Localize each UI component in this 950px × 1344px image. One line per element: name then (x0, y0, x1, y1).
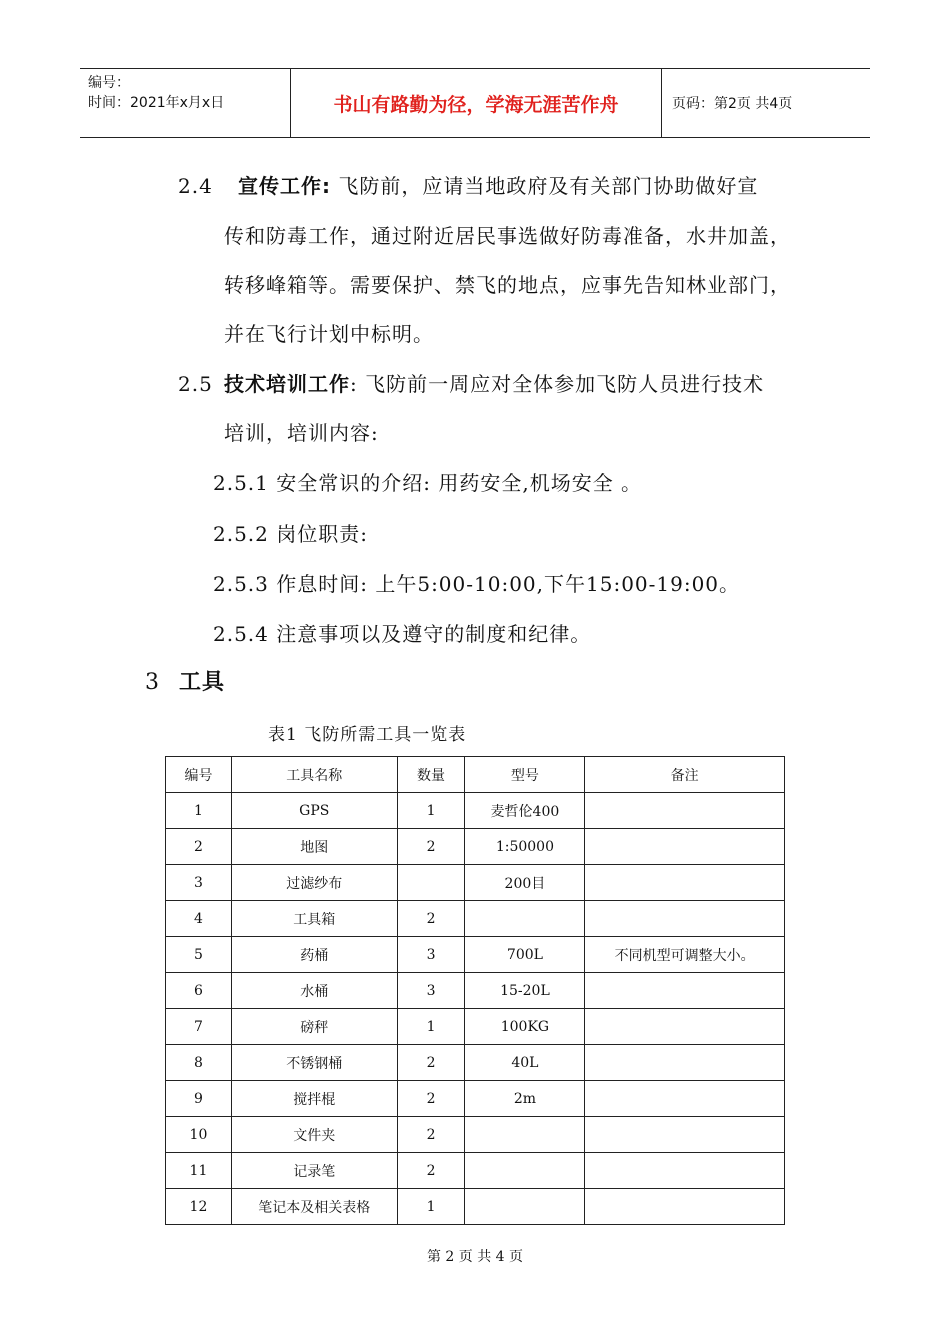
table-cell: 过滤纱布 (231, 865, 397, 901)
section-2-5-4: 2.5.4 注意事项以及遵守的制度和纪律。 (213, 622, 592, 646)
table-row (166, 829, 785, 865)
table-cell: 记录笔 (231, 1153, 397, 1189)
table-cell: 文件夹 (231, 1117, 397, 1153)
table-row (166, 1081, 785, 1117)
section-2-4-text1: 飞防前，应请当地政府及有关部门协助做好宣 (338, 174, 759, 198)
table-cell (585, 901, 785, 937)
table-cell: 2 (397, 901, 465, 937)
table-row (166, 1117, 785, 1153)
table-cell (465, 1153, 585, 1189)
section-2-4-line2: 传和防毒工作，通过附近居民事选做好防毒准备，水井加盖， (224, 224, 791, 248)
table-cell: 4 (166, 901, 232, 937)
section-2-5-text1: : 飞防前一周应对全体参加飞防人员进行技术 (350, 372, 765, 396)
section-2-4-line1 (178, 174, 758, 198)
section-2-5-num: 2.5 (178, 372, 213, 396)
header-meta (80, 69, 291, 137)
table-cell (585, 1117, 785, 1153)
page-footer: 第 2 页 共 4 页 (426, 1249, 524, 1265)
table-cell: 2 (397, 1081, 465, 1117)
header-time: 时间：2021年x月x日 (88, 95, 225, 111)
table-row (166, 937, 785, 973)
section-3-num: 3 (145, 670, 160, 695)
table-cell: GPS (231, 793, 397, 829)
table-cell: 40L (465, 1045, 585, 1081)
table-cell: 2 (397, 1045, 465, 1081)
table-cell: 10 (166, 1117, 232, 1153)
table-cell: 2m (465, 1081, 585, 1117)
table-cell: 不锈钢桶 (231, 1045, 397, 1081)
header-page-info: 页码：第2页 共4页 (672, 96, 793, 112)
table-cell: 1 (397, 1189, 465, 1225)
table-cell: 100KG (465, 1009, 585, 1045)
table-cell (465, 1189, 585, 1225)
section-2-5-1: 2.5.1 安全常识的介绍: 用药安全,机场安全 。 (213, 471, 643, 495)
table-cell: 7 (166, 1009, 232, 1045)
table-cell: 6 (166, 973, 232, 1009)
table-cell (585, 1081, 785, 1117)
table-cell: 2 (397, 1117, 465, 1153)
table-cell: 3 (397, 973, 465, 1009)
table-cell (397, 865, 465, 901)
table-cell: 700L (465, 937, 585, 973)
table-cell: 1:50000 (465, 829, 585, 865)
section-2-5-line1 (178, 372, 764, 396)
table-cell (585, 1189, 785, 1225)
table-cell: 不同机型可调整大小。 (585, 937, 785, 973)
tools-table (165, 756, 785, 1225)
header-motto: 书山有路勤为径，学海无涯苦作舟 (291, 69, 662, 137)
table-cell: 12 (166, 1189, 232, 1225)
table-cell (585, 865, 785, 901)
table-cell: 9 (166, 1081, 232, 1117)
table-cell (585, 973, 785, 1009)
section-2-4-line4: 并在飞行计划中标明。 (224, 322, 434, 346)
table-cell: 笔记本及相关表格 (231, 1189, 397, 1225)
table-cell (465, 1117, 585, 1153)
section-2-4-title: 宣传工作: (238, 174, 331, 198)
table-cell: 15-20L (465, 973, 585, 1009)
table-cell: 3 (397, 937, 465, 973)
table-cell (585, 829, 785, 865)
table-cell: 搅拌棍 (231, 1081, 397, 1117)
table-cell: 5 (166, 937, 232, 973)
table-cell (585, 793, 785, 829)
table-header-cell: 工具名称 (231, 757, 397, 793)
table-header-cell: 备注 (585, 757, 785, 793)
table-row (166, 1045, 785, 1081)
table-cell: 磅秤 (231, 1009, 397, 1045)
table-cell: 2 (397, 1153, 465, 1189)
table-row (166, 973, 785, 1009)
table-row (166, 901, 785, 937)
table-cell: 8 (166, 1045, 232, 1081)
table-cell: 3 (166, 865, 232, 901)
table-cell: 2 (397, 829, 465, 865)
table-cell (585, 1153, 785, 1189)
section-2-4-num: 2.4 (178, 174, 213, 198)
section-2-5-3: 2.5.3 作息时间: 上午5:00-10:00,下午15:00-19:00。 (213, 572, 741, 596)
page-header (80, 68, 870, 138)
table-caption: 表1 飞防所需工具一览表 (268, 725, 467, 745)
table-row (166, 1189, 785, 1225)
table-cell: 200目 (465, 865, 585, 901)
table-cell: 11 (166, 1153, 232, 1189)
table-cell: 药桶 (231, 937, 397, 973)
table-cell: 水桶 (231, 973, 397, 1009)
table-cell: 1 (397, 793, 465, 829)
table-header-row (166, 757, 785, 793)
table-cell (465, 901, 585, 937)
section-2-4-line3: 转移峰箱等。需要保护、禁飞的地点，应事先告知林业部门， (224, 273, 791, 297)
section-2-5-title: 技术培训工作 (224, 372, 350, 396)
table-cell: 工具箱 (231, 901, 397, 937)
table-cell: 麦哲伦400 (465, 793, 585, 829)
table-row (166, 865, 785, 901)
table-cell: 1 (166, 793, 232, 829)
table-header-cell: 编号 (166, 757, 232, 793)
table-cell: 1 (397, 1009, 465, 1045)
header-number: 编号： (88, 75, 130, 91)
table-row (166, 1153, 785, 1189)
table-header-cell: 型号 (465, 757, 585, 793)
section-2-5-2: 2.5.2 岗位职责: (213, 522, 368, 546)
table-row (166, 1009, 785, 1045)
table-cell (585, 1009, 785, 1045)
section-3-heading (145, 671, 225, 695)
section-2-5-line2: 培训，培训内容: (224, 421, 379, 445)
table-cell (585, 1045, 785, 1081)
table-cell: 2 (166, 829, 232, 865)
table-row (166, 793, 785, 829)
table-header-cell: 数量 (397, 757, 465, 793)
section-3-title: 工具 (179, 670, 226, 695)
table-cell: 地图 (231, 829, 397, 865)
